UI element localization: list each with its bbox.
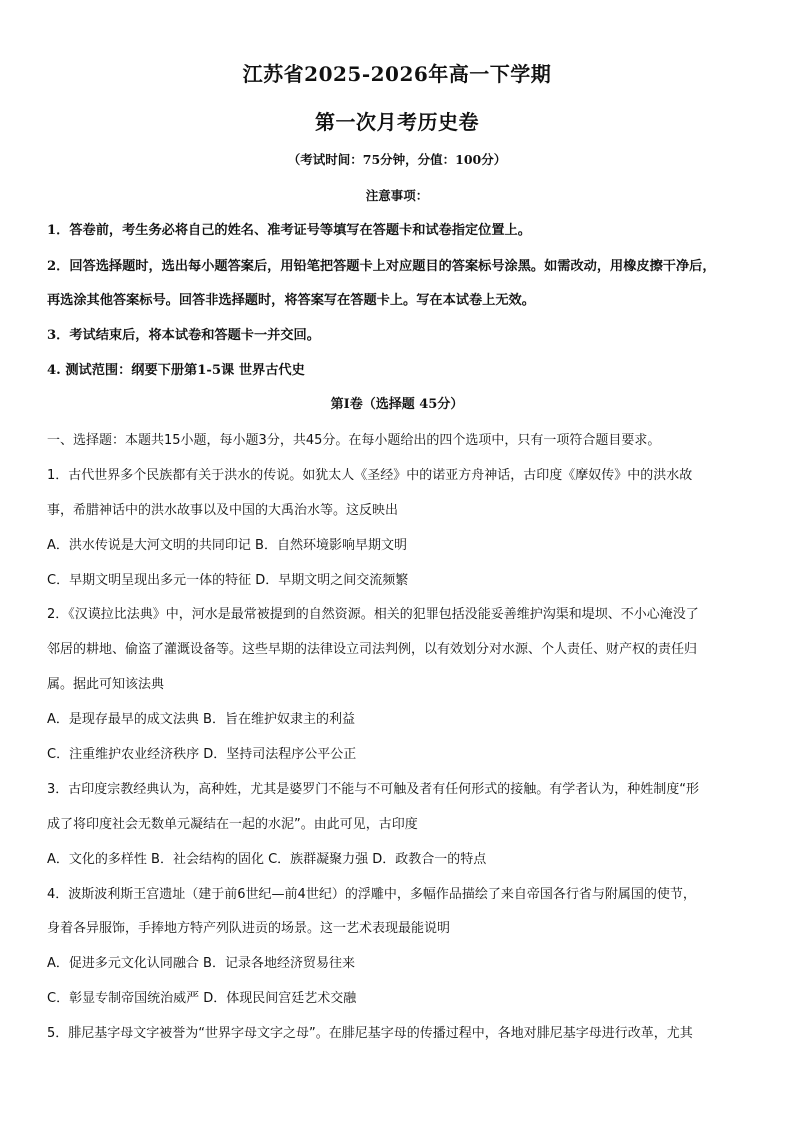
notice-heading: 注意事项： bbox=[365, 188, 429, 203]
question-3-line1: 3．古印度宗教经典认为，高种姓，尤其是婆罗门不能与不可触及者有任何形式的接触。有学者认为，种姓制度“形 bbox=[47, 782, 700, 797]
notice-item-3: 3．考试结束后，将本试卷和答题卡一并交回。 bbox=[47, 328, 320, 343]
section-heading: 第Ⅰ卷（选择题 45分） bbox=[330, 397, 464, 412]
question-1-line1: 1．古代世界多个民族都有关于洪水的传说。如犹太人《圣经》中的诺亚方舟神话，古印度《摩奴传》中的洪水故 bbox=[47, 468, 693, 483]
question-4-options-ab: A．促进多元文化认同融合 B．记录各地经济贸易往来 bbox=[47, 956, 355, 971]
exam-title-line1: 江苏省2025-2026年高一下学期 bbox=[242, 62, 552, 86]
question-1-line2: 事，希腊神话中的洪水故事以及中国的大禹治水等。这反映出 bbox=[47, 503, 399, 518]
question-5-line1: 5．腓尼基字母文字被誉为“世界字母文字之母”。在腓尼基字母的传播过程中，各地对腓尼基字母进行改革，尤其 bbox=[47, 1026, 693, 1041]
question-2-line2: 邻居的耕地、偷盗了灌溉设备等。这些早期的法律设立司法判例，以有效划分对水源、个人责任、财产权的责任归 bbox=[47, 642, 698, 657]
notice-item-4: 4. 测试范围：纲要下册第1-5课 世界古代史 bbox=[47, 363, 305, 378]
question-3-options: A．文化的多样性 B．社会结构的固化 C．族群凝聚力强 D．政教合一的特点 bbox=[47, 852, 487, 867]
question-2-options-ab: A．是现存最早的成文法典 B．旨在维护奴隶主的利益 bbox=[47, 712, 355, 727]
question-4-line1: 4．波斯波利斯王宫遗址（建于前6世纪—前4世纪）的浮雕中，多幅作品描绘了来自帝国各行省与附属国的使节， bbox=[47, 887, 696, 902]
section-instructions: 一、选择题：本题共15小题，每小题3分，共45分。在每小题给出的四个选项中，只有一项符合题目要求。 bbox=[47, 433, 661, 448]
notice-item-2-line2: 再选涂其他答案标号。回答非选择题时，将答案写在答题卡上。写在本试卷上无效。 bbox=[47, 293, 535, 308]
question-4-options-cd: C．彰显专制帝国统治威严 D．体现民间宫廷艺术交融 bbox=[47, 991, 357, 1006]
question-3-line2: 成了将印度社会无数单元凝结在一起的水泥”。由此可见，古印度 bbox=[47, 817, 418, 832]
exam-time-score-info: （考试时间：75分钟，分值：100分） bbox=[287, 152, 507, 167]
question-1-options-cd: C．早期文明呈现出多元一体的特征 D．早期文明之间交流频繁 bbox=[47, 573, 409, 588]
question-2-line3: 属。据此可知该法典 bbox=[47, 677, 165, 692]
question-2-options-cd: C．注重维护农业经济秩序 D．坚持司法程序公平公正 bbox=[47, 747, 357, 762]
question-4-line2: 身着各异服饰，手捧地方特产列队进贡的场景。这一艺术表现最能说明 bbox=[47, 921, 451, 936]
exam-title-line2: 第一次月考历史卷 bbox=[315, 110, 479, 134]
notice-item-2-line1: 2．回答选择题时，选出每小题答案后，用铅笔把答题卡上对应题目的答案标号涂黑。如需改动，用橡皮擦干净后， bbox=[47, 259, 716, 274]
notice-item-1: 1．答卷前，考生务必将自己的姓名、准考证号等填写在答题卡和试卷指定位置上。 bbox=[47, 223, 531, 238]
question-1-options-ab: A．洪水传说是大河文明的共同印记 B．自然环境影响早期文明 bbox=[47, 538, 407, 553]
question-2-line1: 2．《汉谟拉比法典》中，河水是最常被提到的自然资源。相关的犯罪包括没能妥善维护沟渠和堤坝、不小心淹没了 bbox=[47, 607, 699, 622]
